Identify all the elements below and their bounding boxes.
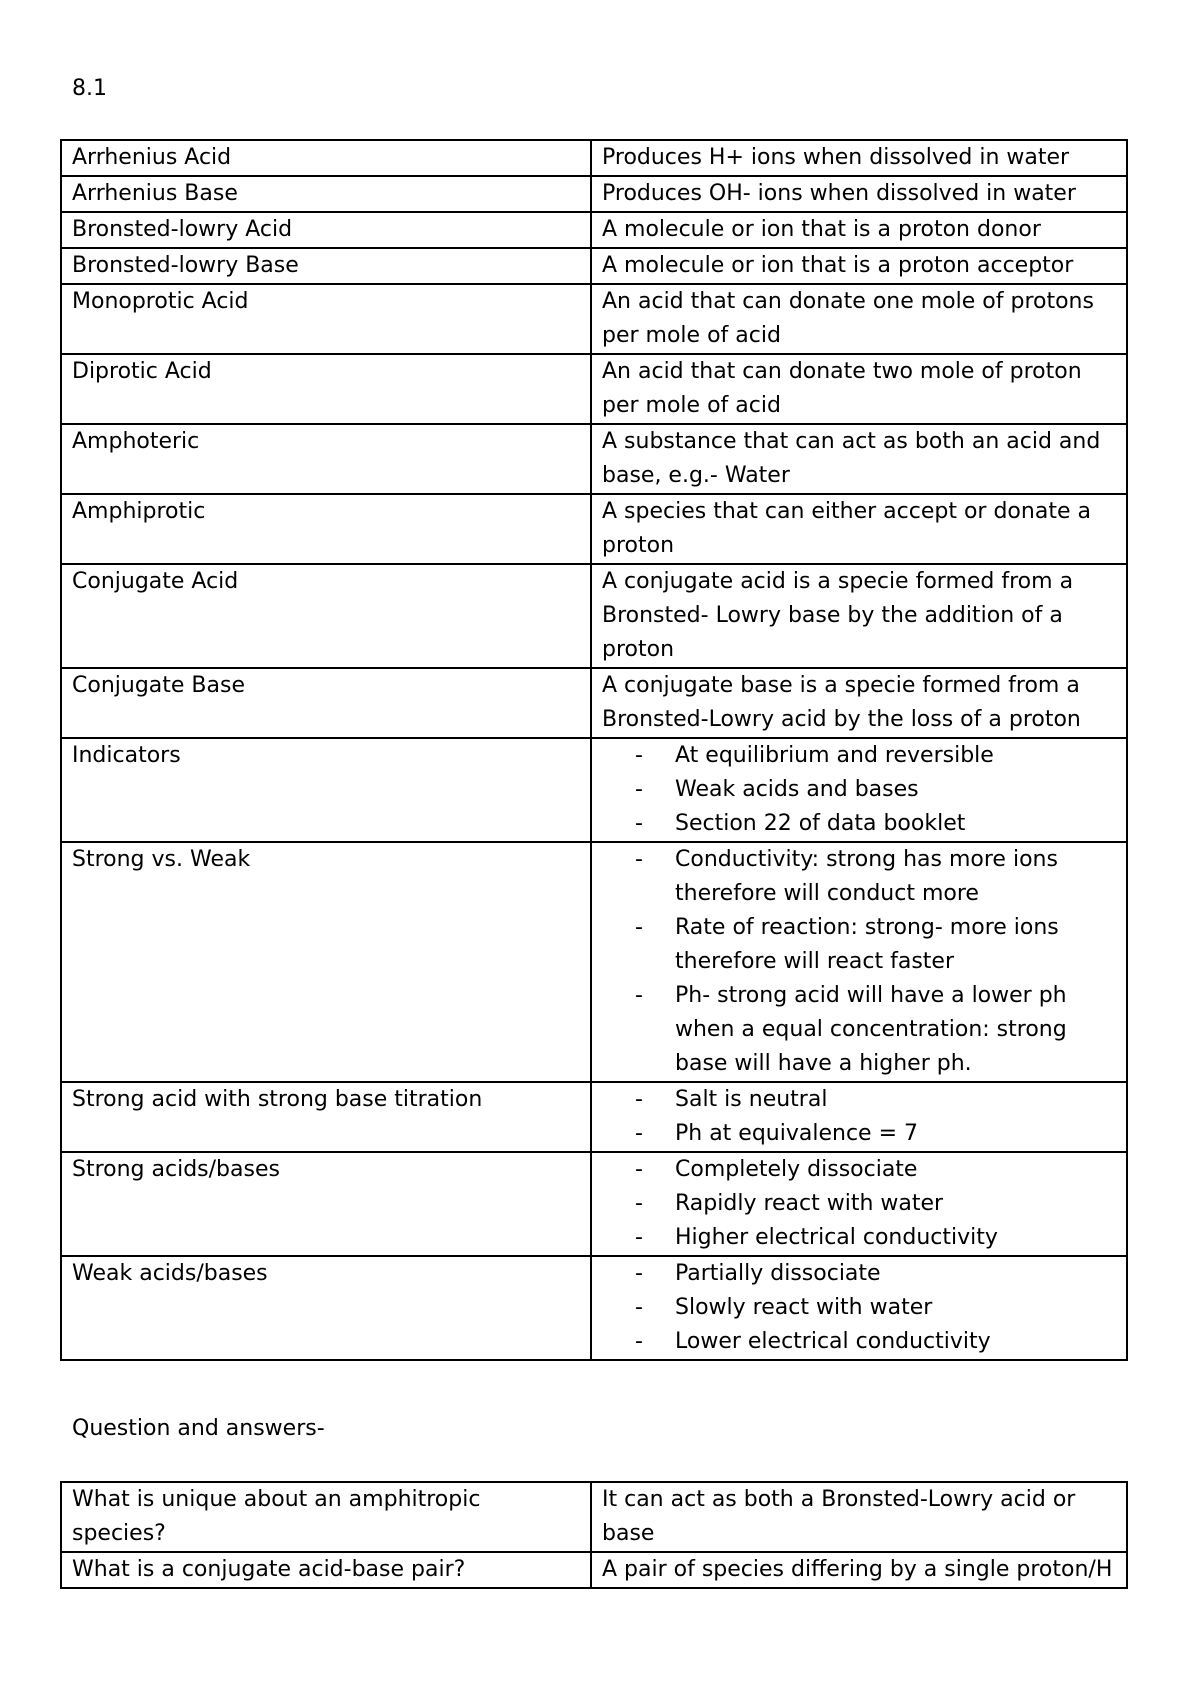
term-cell: Arrhenius Acid: [61, 140, 591, 176]
definition-cell: Produces OH- ions when dissolved in water: [591, 176, 1127, 212]
list-item: - Lower electrical conductivity: [635, 1325, 1116, 1359]
definition-cell: [591, 1152, 1127, 1256]
definition-cell: A molecule or ion that is a proton donor: [591, 212, 1127, 248]
qa-heading: Question and answers-: [72, 1416, 325, 1441]
list-item: - Ph- strong acid will have a lower ph when a equal concentration: strong base will have a higher ph.: [635, 979, 1116, 1081]
list-item: - Completely dissociate: [635, 1153, 1116, 1187]
list-item: - Salt is neutral: [635, 1083, 1116, 1117]
table-row: [61, 354, 1127, 424]
list-item: - Section 22 of data booklet: [635, 807, 1116, 841]
table-row: [61, 738, 1127, 842]
definition-cell: A substance that can act as both an acid and base, e.g.- Water: [591, 424, 1127, 494]
term-cell: Strong vs. Weak: [61, 842, 591, 1082]
answer-cell: A pair of species differing by a single proton/H: [591, 1552, 1127, 1588]
term-cell: Indicators: [61, 738, 591, 842]
term-cell: Monoprotic Acid: [61, 284, 591, 354]
table-row: [61, 1256, 1127, 1360]
bullet-list: [602, 1257, 1116, 1359]
page-heading: 8.1: [72, 76, 107, 101]
list-item: - Weak acids and bases: [635, 773, 1116, 807]
term-cell: Strong acids/bases: [61, 1152, 591, 1256]
term-cell: Amphoteric: [61, 424, 591, 494]
table-row: [61, 176, 1127, 212]
list-item: - Rapidly react with water: [635, 1187, 1116, 1221]
table-row: [61, 248, 1127, 284]
term-cell: Bronsted-lowry Base: [61, 248, 591, 284]
definition-cell: [591, 1082, 1127, 1152]
list-item: - Conductivity: strong has more ions therefore will conduct more: [635, 843, 1116, 911]
term-cell: Weak acids/bases: [61, 1256, 591, 1360]
term-cell: Conjugate Base: [61, 668, 591, 738]
table-row: [61, 564, 1127, 668]
answer-cell: It can act as both a Bronsted-Lowry acid or base: [591, 1482, 1127, 1552]
table-row: [61, 140, 1127, 176]
definition-cell: A conjugate acid is a specie formed from a Bronsted- Lowry base by the addition of a proton: [591, 564, 1127, 668]
term-cell: Conjugate Acid: [61, 564, 591, 668]
term-cell: Strong acid with strong base titration: [61, 1082, 591, 1152]
table-row: [61, 1082, 1127, 1152]
question-cell: What is unique about an amphitropic species?: [61, 1482, 591, 1552]
table-row: [61, 842, 1127, 1082]
table-row: [61, 284, 1127, 354]
list-item: - Higher electrical conductivity: [635, 1221, 1116, 1255]
table-row: [61, 212, 1127, 248]
table-row: [61, 1152, 1127, 1256]
definitions-table: [60, 139, 1128, 1361]
table-row: [61, 1482, 1127, 1552]
question-cell: What is a conjugate acid-base pair?: [61, 1552, 591, 1588]
definition-cell: An acid that can donate two mole of proton per mole of acid: [591, 354, 1127, 424]
definition-cell: [591, 738, 1127, 842]
bullet-list: [602, 843, 1116, 1081]
bullet-list: [602, 1083, 1116, 1151]
list-item: - Ph at equivalence = 7: [635, 1117, 1116, 1151]
bullet-list: [602, 1153, 1116, 1255]
qa-table: [60, 1481, 1128, 1589]
term-cell: Arrhenius Base: [61, 176, 591, 212]
table-row: [61, 1552, 1127, 1588]
term-cell: Bronsted-lowry Acid: [61, 212, 591, 248]
definition-cell: An acid that can donate one mole of protons per mole of acid: [591, 284, 1127, 354]
list-item: - Partially dissociate: [635, 1257, 1116, 1291]
table-row: [61, 494, 1127, 564]
table-row: [61, 424, 1127, 494]
definition-cell: Produces H+ ions when dissolved in water: [591, 140, 1127, 176]
term-cell: Amphiprotic: [61, 494, 591, 564]
definition-cell: [591, 842, 1127, 1082]
table-row: [61, 668, 1127, 738]
definition-cell: A species that can either accept or donate a proton: [591, 494, 1127, 564]
definition-cell: A molecule or ion that is a proton acceptor: [591, 248, 1127, 284]
definition-cell: [591, 1256, 1127, 1360]
list-item: - Slowly react with water: [635, 1291, 1116, 1325]
bullet-list: [602, 739, 1116, 841]
term-cell: Diprotic Acid: [61, 354, 591, 424]
list-item: - Rate of reaction: strong- more ions therefore will react faster: [635, 911, 1116, 979]
list-item: - At equilibrium and reversible: [635, 739, 1116, 773]
definition-cell: A conjugate base is a specie formed from a Bronsted-Lowry acid by the loss of a proton: [591, 668, 1127, 738]
